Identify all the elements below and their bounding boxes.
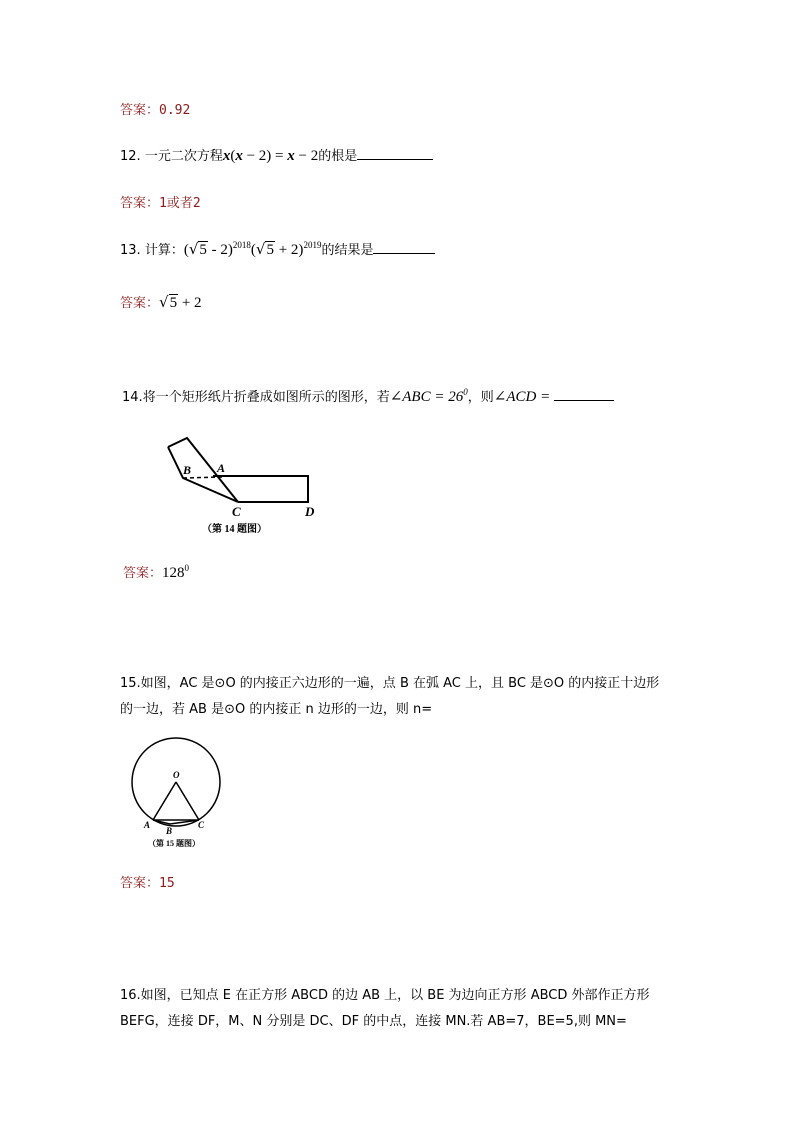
answer-label: 答案： (120, 103, 160, 118)
answer-12 (120, 192, 201, 211)
label-c: C (198, 820, 205, 830)
answer-14 (123, 562, 189, 582)
answer-11 (120, 99, 190, 118)
label-a: A (217, 461, 226, 475)
answer-value: 2 (192, 196, 201, 211)
label-a: A (144, 820, 151, 830)
question-16-line1: 16.如图，已知点 E 在正方形 ABCD 的边 AB 上，以 BE 为边向正方形 ABCD 外部作正方形 (120, 988, 650, 1003)
question-15-line1: 15.如图，AC 是⊙O 的内接正六边形的一遍，点 B 在弧 AC 上，且 BC 是⊙O 的内接正十边形 (120, 676, 660, 691)
question-text: 将一个矩形纸片折叠成如图所示的图形，若 (142, 390, 390, 405)
answer-13 (120, 292, 202, 312)
equation: x(x − 2) = x − 2 (222, 148, 319, 164)
question-text: ，则 (467, 390, 494, 405)
question-16-line2: BEFG，连接 DF，M、N 分别是 DC、DF 的中点，连接 MN.若 AB=7，BE=5,则 MN= (120, 1014, 627, 1029)
question-text: 一元二次方程 (144, 149, 223, 164)
answer-expression: √5 + 2 (159, 293, 202, 311)
question-number: 13. (120, 243, 141, 258)
answer-blank (357, 159, 433, 160)
label-b: B (166, 826, 173, 836)
answer-label: 答案： (123, 566, 163, 581)
expression: $(√5 - 2)^{2018}(√5 + 2)^{2019}$ (183, 240, 322, 258)
segment-oc (176, 782, 199, 820)
angle-abc: ∠ABC = $26^0$ (389, 387, 468, 405)
question-text: 的结果是 (321, 243, 374, 258)
label-o: O (173, 770, 180, 780)
segment-oa (153, 782, 176, 820)
answer-label: 答案： (120, 876, 160, 891)
label-c: C (232, 504, 241, 519)
question-13 (120, 239, 435, 259)
question-15-line2: 的一边，若 AB 是⊙O 的内接正 n 边形的一边，则 n= (120, 702, 433, 717)
answer-blank (554, 400, 614, 401)
label-b: B (183, 463, 192, 477)
question-14 (122, 386, 614, 406)
answer-blank (373, 253, 435, 254)
answer-label: 答案： (120, 296, 160, 311)
question-number: 12. (120, 149, 141, 164)
answer-label: 答案： (120, 196, 160, 211)
answer-value: 15 (159, 876, 175, 891)
question-12 (120, 145, 433, 165)
label-d: D (305, 504, 315, 519)
figure-14 (160, 432, 345, 544)
answer-value: $128^0$ (162, 563, 190, 581)
question-number: 14. (122, 390, 143, 405)
question-text: 的根是 (318, 149, 358, 164)
answer-value: 0.92 (159, 103, 191, 118)
figure-15 (128, 734, 228, 850)
figure-caption: （第 15 题图） (148, 839, 200, 848)
figure-caption: （第 14 题图） (202, 524, 267, 535)
answer-15 (120, 872, 175, 891)
folded-flap (168, 438, 238, 502)
angle-acd: ∠ACD = (493, 389, 551, 405)
dashed-line (183, 477, 222, 478)
question-text: 计算： (144, 243, 184, 258)
answer-value: 1 (159, 196, 167, 211)
answer-connector: 或者 (166, 196, 193, 211)
